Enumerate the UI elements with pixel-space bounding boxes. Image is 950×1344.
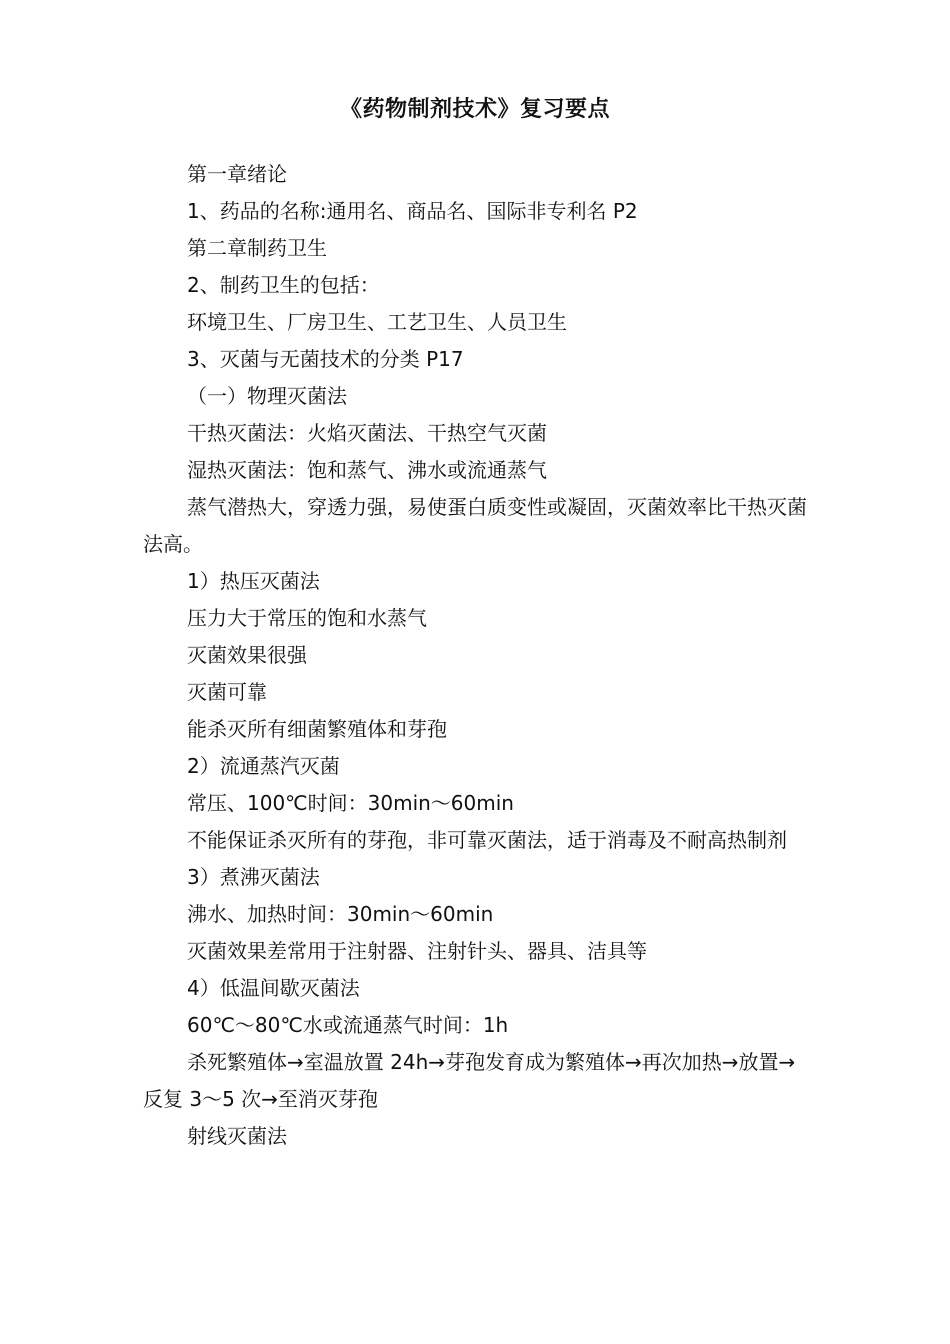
paragraph-boiling-time: 沸水、加热时间：30min～60min (187, 902, 494, 926)
document-body (143, 156, 808, 1155)
paragraph-autoclave-reliable: 灭菌可靠 (187, 680, 267, 704)
paragraph-tyndallization-heading: 4）低温间歇灭菌法 (187, 976, 360, 1000)
document-title: 《药物制剂技术》复习要点 (339, 97, 610, 122)
paragraph-autoclave-kills: 能杀灭所有细菌繁殖体和芽孢 (187, 717, 447, 741)
paragraph-autoclave-heading: 1）热压灭菌法 (187, 569, 320, 593)
paragraph-tyndallization-time: 60℃～80℃水或流通蒸气时间：1h (187, 1013, 509, 1037)
paragraph-chapter-2: 第二章制药卫生 (187, 236, 327, 260)
paragraph-radiation-sterilization: 射线灭菌法 (187, 1124, 287, 1148)
paragraph-physical-sterilization: （一）物理灭菌法 (187, 384, 347, 408)
paragraph-dry-heat: 干热灭菌法：火焰灭菌法、干热空气灭菌 (187, 421, 547, 445)
paragraph-drug-names: 1、药品的名称:通用名、商品名、国际非专利名 P2 (187, 199, 638, 223)
paragraph-autoclave-pressure: 压力大于常压的饱和水蒸气 (187, 606, 427, 630)
paragraph-boiling-heading: 3）煮沸灭菌法 (187, 865, 320, 889)
paragraph-boiling-use: 灭菌效果差常用于注射器、注射针头、器具、洁具等 (187, 939, 647, 963)
paragraph-tyndallization-process: 杀死繁殖体→室温放置 24h→芽孢发育成为繁殖体→再次加热→放置→反复 3～5 次→至消灭芽孢 (143, 1050, 796, 1111)
paragraph-flowing-steam-heading: 2）流通蒸汽灭菌 (187, 754, 340, 778)
paragraph-hygiene-types: 环境卫生、厂房卫生、工艺卫生、人员卫生 (187, 310, 567, 334)
paragraph-autoclave-effect: 灭菌效果很强 (187, 643, 307, 667)
paragraph-moist-heat: 湿热灭菌法：饱和蒸气、沸水或流通蒸气 (187, 458, 547, 482)
paragraph-flowing-steam-time: 常压、100℃时间：30min～60min (187, 791, 514, 815)
paragraph-steam-latent-heat: 蒸气潜热大，穿透力强，易使蛋白质变性或凝固，灭菌效率比干热灭菌法高。 (143, 495, 807, 556)
paragraph-hygiene-includes: 2、制药卫生的包括： (187, 273, 380, 297)
paragraph-flowing-steam-note: 不能保证杀灭所有的芽孢，非可靠灭菌法，适于消毒及不耐高热制剂 (187, 828, 787, 852)
paragraph-sterilization-classification: 3、灭菌与无菌技术的分类 P17 (187, 347, 464, 371)
paragraph-chapter-1: 第一章绪论 (187, 162, 287, 186)
